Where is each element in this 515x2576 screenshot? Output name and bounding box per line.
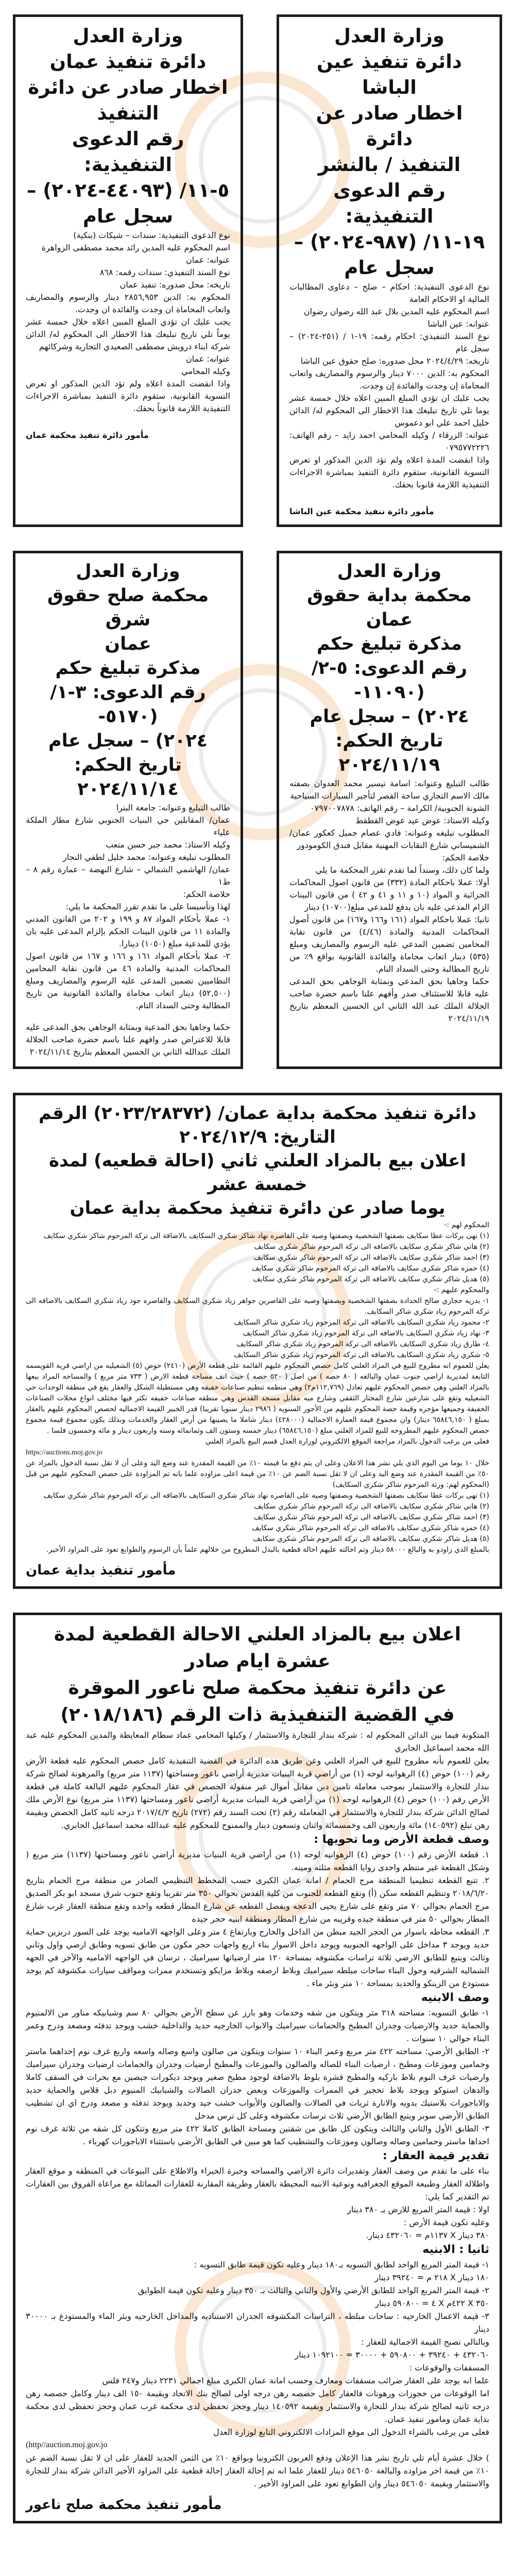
notice-paragraph: تاريخه: محل صدوره: تنفيذ عمان: [119, 280, 230, 290]
notice-paragraph: المسقفات والوقوعات :: [409, 2363, 489, 2372]
notice-paragraph: وعليه تكون قيمة الأرض :: [404, 2217, 489, 2227]
notice-paragraph: تقدير قيمة العقار :: [383, 2149, 489, 2162]
notice-paragraph: ٢- قيمة المتر المربع الواحد للطابق الأرضي والأول والثاني والثالث بـ ٣٥٠ دينار وعليه تكون قيمة الطوابق: [138, 2285, 489, 2295]
notice-bidaya-amman-judgment: [277, 551, 502, 1069]
notice-amman-execution: [13, 14, 243, 527]
notice-signature: مأمور دائرة تنفيذ محكمة عمان: [26, 430, 149, 440]
notice-paragraph: ٢. تتبع القطعة تنظيميا المنطقة مرج الحمام / امانة عمان الكبرى حسب المخطط التنظيمي الصادر من منطقة مرج الحمام بتاريخ ٢٠١٨/٦/٢٠ وتنظيم القطعه سكن (أ) وتقع القطعه للجنوب من كلية القدس بحوالي ٣٥٠ متر تقريبا وتقع جنوب شرق مسجد ابو بكر الصديق مرج الحمام بحوالي ٧٠ متر وتقع على شارع يحيى الدعجه ويفصل القطعه عن شارع المطار قطعه واحده وتقع منطقة العقار غرب شارع المطار بحوالي ٥٠ متر في منطقة جيده وقريبه من شارع المطار ومنطقة ابنيه حجر جيده: [26, 1875, 489, 1924]
notice-paragraph: نوع الدعوى التنفيذية: احكام – صلح – دعاوى المطالبات المالية او الاحكام العامة: [289, 282, 489, 304]
notice-solh-east-amman-judgment: [13, 551, 243, 1069]
notice-title: وزارة العدل: [334, 25, 444, 47]
row-judgment-notices: [13, 551, 502, 1069]
notice-heading-line: اخطار صادر عن دائرة: [316, 102, 463, 150]
notice-heading-line: في القضية التنفيذية ذات الرقم (٢٠١٨/١٨٦): [60, 1704, 455, 1725]
notice-signature: مأمور تنفيذ بداية عمان: [26, 1563, 176, 1578]
notice-paragraph: بالمبلغ الذي زاودو به والبالغ ٥٨٠٠٠ دينار وتم احالته عليهم احالة قطعية بالبدل المطروح من خلالهم علماً بأن الرسوم والطوابع تعود على المزاود الأخير.: [46, 1546, 489, 1554]
notice-paragraph: طالب التبليغ وعنوانه: جامعة البترا: [116, 803, 230, 812]
notice-paragraph: ٣. القطعه محاطه باسوار من الحجر الجيد مبطن من الداخل والخارج وبارتفاع ٤ متر وعلى الواجهه الاماميه يوجد على السور دربزين حماية حديد ويوجد ٣ مداخل على الواجهه الجنوبيه ويوجد داخل الاسوار بناء اربع واجهات حجر مكون من طابق تسويه وطابق ارضي واول وثاني وثالث ويتبع للطابق الارضي ثلاثة تراسات مكشوفه بمساحة ١٢٠ متر ارضياتها سيراميك ، ترسان في الواجهه الاماميه والآخر في الجهه الشماليه الشرقيه وحول البناء ساحات مبلطه سيراميك وبلاط ارصفه وبلاط مزايكو وتستخدم ممرات ومواقف سيارات مكشوفة كم يوجد مستودع من الزينكو والحديد بمساحة ١٠ متر وبئر ماء .: [26, 1927, 490, 1988]
notice-paragraph: (٢) هاني شاكر شكري سكايف بالاضافه الى تركة المرحوم شاكر شكري سكايف: [254, 1502, 489, 1511]
notice-heading-line: محكمة بداية حقوق عمان: [307, 585, 472, 630]
notice-paragraph: (١) نهى بركات عطا سكايف بصفتها الشخصية وبصفتها وصيه على القاصره نهاد شاكر شكري السكايف بالاضافه الى تركة المرحوم شاكر شكري سكايف: [43, 1492, 489, 1500]
notice-paragraph: ١٨٠ دينار X ٢١٨ م = ٣٩٢٤٠ دينار: [374, 2273, 489, 2282]
notice-heading-line: ٥-١١/ (٤٤٠٩٣-٢٠٢٤) –: [26, 179, 230, 201]
notice-paragraph: نوع الدعوى التنفيذية: سندات – شيكات (بنكية): [73, 230, 230, 240]
notice-paragraph: ٢- عملا بأحكام المواد ١٦١ و ١٦٦ و ١٦٧ من قانون اصول المحاكمات المدنية والمادة ٤٦ من قانون نقابة المحامين النظاميين تضمين المدعى عليه الرسوم والمصاريف ومبلغ (٥٢,٥٠٠) دينار اتعاب محاماة والفائدة القانونية من تاريخ المطالبة وحتى السداد التام.: [26, 951, 231, 1010]
notice-heading-line: رقم الدعوى التنفيذية:: [72, 128, 184, 176]
notice-paragraph: حكما وجاهيا بحق المدعية وبمثابة الوجاهي بحق المدعى عليه قابلا للاعتراض صدر وافهم علنا باسم حضرة صاحب الجلالة الملك عبدالله الثاني بن الحسين المعظم بتاريخ ٢٠٢٤/١١/١٤: [26, 1022, 230, 1057]
notice-signature: مأمور تنفيذ محكمة صلح ناعور: [26, 2497, 222, 2513]
notice-paragraph: بناء على ما تقدم من وصف العقار وتقديرات دائرة الاراضي والمساحه وخبرة الخبراء والاطلاع على البيوعات في المنطقه و موقع العقار واطلالة العقار وطبيعة الموقع الجغرافيه ونوعية الابنيه المحيطة بالعقار وطريقة المقارنة للعقارات المماثلة مع مراعاة الفروق بين العقارات تم التقدير كما يلي:: [26, 2166, 489, 2201]
notice-paragraph: ٢- الطابق الأرضي: مساحته ٤٢٢ متر مربع وعمر البناء ١٠ سنوات ويتكون من صالون واسع وصاله واسعه واربع غرف نوم إحداهما ماستر وحمامين وموزعات ومطبخ ، ارضيات البناء للصاله والصالون والموزعات والمطبخ أرضيات وجدران والحمامات ارضيات وجدران سيراميك وارضيات غرف النوم بلاط باركيه والمطبخ قشرة بلوط بالاضافة لوجود مطبخ صغير ويوجد ديكورات جبصين مع بحرات في السقف كاملا والدهان استوكو ويوجد بلاط تحجير في الممرات والموزعات وبعض جدران الصالات والشبابيك المنيوم دبل قلاس والحماية حديد والاباجورات بلاستيك يدويه والانارة ثريات في الصالات والصالون والأبواب خشب جيد وحديد ويوجد تدفئه و مصعد ودرج اي ان تشطيب الطابق الأرضي سوبر ويتبع الطابق الأرضي ثلاث ترسات مكشوفه وعلى كل ترس مدخل: [26, 2046, 490, 2121]
notice-paragraph: تاريخه: ٢٠٢٤/٤/٢٩ محل صدوره: صلح حقوق عين الباشا: [300, 356, 489, 366]
notice-title: اعلان بيع بالمزاد العلني الاحالة القطعية لمدة عشرة ايام صادر: [54, 1624, 461, 1672]
notice-paragraph: ١- عملا بأحكام المواد ٨٧ و ١٩٩ و ٢٠٢ من القانون المدني والمادة ١١ من قانون البينات الحكم بإلزام المدعى عليه بان يؤدي للمدعية مبلغ (١٠٥٠) دينارا.: [26, 914, 231, 948]
notice-heading-line: ٢٠٢٤) – سجل عام: [48, 731, 208, 751]
notice-paragraph: (١) نهى بركات عطا سكايف بصفتها الشخصية وبصفتها وصيه على القاصره نهاد شاكر شكري السكايف بالاضافة الى تركة المرحوم شاكر شكري سكايف: [43, 1232, 489, 1240]
notice-paragraph: فعلى من يرغب بالشراء الدخول الى موقع المزادات الالكتروني التابع لوزارة العدل: [213, 2427, 489, 2437]
notice-heading-line: رقم الدعوى التنفيذية:: [333, 179, 445, 227]
notice-paragraph: (٣) احمد شاكر شكري سكايف بالاضافه الى تركة المرحوم شاكر شكري سكايف: [253, 1253, 489, 1262]
notice-paragraph: عنوانه: عمان: [185, 354, 230, 364]
notice-heading-line: سجل عام: [344, 257, 435, 279]
notice-paragraph: ٤٣٢٠٦٠ + ٣٩٢٤٠ + ٥٩٠٨٠٠ + ٣٠٠٠٠ = ١٠٩٢١٠٠ دينار: [295, 2350, 489, 2360]
notice-paragraph: اما الوقوعات من حجوزات ورهونات فالعقار كامل حصصه رهن درجه اولى لصالح بنك الاتحاد وبقيمة ١٥٠ الف دينار وكامل حصصه رهن درجه ثانيه لصالح شركة بندار للتجارة والاستثمار وبقيمة ١٤٠٥٩٢ دينار وحجز تحفظي لدى محكمة غرب عمان وحجز تحفظي لدى محكمة بداية عمان ومامور تنفيذ عمان.: [26, 2388, 490, 2424]
notice-paragraph: علما انه يوجد على العقار ضرائب مسقفات ومعارف وحسب امانة عمان الكبرى مبلغ اجمالي ٢٢٣١ دينار و٢٤٧ فلس: [102, 2376, 489, 2385]
notice-paragraph: خلاصة الحكم:: [442, 853, 489, 862]
notice-paragraph: وكيله الاستاذ: عوض عيد عوض القطقط: [355, 816, 489, 825]
notice-heading-line: اعلان بيع بالمزاد العلني ثاني (احالة قطعيه) لمدة خمسة عشر: [49, 1150, 466, 1195]
notice-paragraph: المحكوم لهم :-: [444, 1221, 489, 1229]
notice-heading-line: رقم الدعوى: ٣-١/ (٥١٧٠-: [50, 682, 206, 727]
notice-paragraph: (٥) هديل شاكر شكري سكايف بالاضافه الى تركة المرحوم شاكر شكري سكايف: [253, 1535, 489, 1543]
notice-paragraph: ٣- نهاد زياد شكري السكايف بالاضافه الى تركة المرحوم زياد شكري شاكر السكايف: [243, 1329, 489, 1337]
notice-paragraph: نوع السند التنفيذي: سندات رقمه: ٨٦٨: [99, 267, 230, 277]
auction-website-link[interactable]: https://auctions.moj.gov.jo: [26, 1449, 102, 1456]
notice-paragraph: اسم المحكوم عليه المدين بلال عبد الله رضوان رضوان: [303, 307, 489, 316]
notice-title: وزارة العدل: [337, 561, 442, 582]
notice-paragraph: عنوانه: عين الباشا: [427, 319, 489, 329]
notice-paragraph: ٣- الطابق الأول والثاني والثالث ويتكون كل طابق من شقتين ومساحة الطابق كاملا ٤٢٢ متر مربع وتتكون كل شقه من ثلاثة غرف نوم احداها ماستر وحمامين وصاله وصالون وموزعات والتشطيب كما هو مبين في الطابق الأرضي باستثناء الاباجورات كهرباء .: [26, 2124, 490, 2146]
notice-paragraph: اسم المحكوم عليه المدين رائد محمد مصطفى الزواهرة: [41, 243, 230, 252]
notice-heading-line: التاريخ: ٢٠٢٤/١٢/٩: [179, 1127, 336, 1147]
auction-website-link[interactable]: (http//auction.moj.gov.jo: [26, 2441, 108, 2449]
row-execution-notices: [13, 14, 502, 527]
notice-heading-line: تاريخ الحكم: ٢٠٢٤/١١/١٤: [74, 755, 182, 800]
notice-heading-line: ١٩-١١/ (٩٨٧-٢٠٢٤) –: [294, 231, 485, 253]
notice-paragraph: خلاصة الحكم:: [183, 889, 230, 899]
notice-paragraph: وصف قطعة الأرض وما تحويها :: [314, 1833, 489, 1846]
notice-paragraph: وبالتالي تصبح القيمة الاجمالية للعقار :: [361, 2337, 489, 2347]
notice-paragraph: ثانيا : الابنيه: [422, 2243, 489, 2256]
notice-paragraph: (٢) هاني شاكر شكري سكايف بالاضافه الى تركة المرحوم شاكر شكري سكايف: [254, 1243, 489, 1251]
notice-paragraph: ٢- محمود زياد شكري السكايف بالاضافه الى تركة المرحوم زياد شكري شاكر السكايف: [234, 1318, 489, 1327]
notice-heading-line: سجل عام: [82, 205, 174, 227]
notice-paragraph: وصف الابنيه: [421, 1991, 489, 2004]
notice-paragraph: أولا: عملا باحكام المادة (٣٣٢) من قانون اصول المحاكمات الجزائية و المواد (١٠ و ١١ و ٤١ و ٤٢ ) من قانون البينات الزام المدعي عليه بان يدفع للمدعي مبلغ(١٠٧٠٠) دينار: [289, 877, 490, 912]
notice-heading-line: ٢٠٢٤) – سجل عام: [310, 706, 469, 727]
notice-paragraph: ثانيا: عملا باحكام المواد (١٦١ و١٦٦ و١٦٧) من قانون أصول المحاكمات المدنية والمادة (٤/٤٦) من قانون نقابة المحامين تضمين المدعي عليه الرسوم والمصاريف ومبلغ (٥٣٥) دينار اتعاب محاماة والفائدة القانونية بواقع ٩٪ من تاريخ المطالبة وحتى السداد التام.: [289, 914, 490, 974]
notice-heading-line: التنفيذ / بالنشر: [318, 154, 461, 176]
row-auction-naour: [13, 1613, 502, 2523]
notice-signature: مأمور دائرة تنفيذ محكمة عين الباشا: [289, 506, 434, 516]
notice-heading-line: عن دائرة تنفيذ محكمة صلح ناعور الموقرة: [68, 1677, 447, 1699]
notice-paragraph: طالب التبليغ وعنوانه: اسامة تيسير محمد العدوان بصفته مالك الاسم التجاري ساحة القصر لتأجير السيارات السياحية: [289, 778, 489, 801]
notice-paragraph: ١- قيمة المتر المربع الواحد لطابق التسويه بـ١٨٠ دينار وعليه تكون قيمة طابق التسويه :: [194, 2260, 489, 2269]
notice-paragraph: ١- طابق التسويه: مساحته ٢١٨ متر ويتكون من شقه وخدمات وهو بارز عن سطح الأرض بحوالي ٨٠ سم وشبابيكه مناور من الالمنيوم والحماية حديد والارضيات وجدران المطبخ والحمامات سيراميك والابواب الخارجيه حديد والداخلية خشب ويوجد تدفئه ومصعد ودرج وعمر البناء حوالي ١٠ سنوات .: [26, 2008, 490, 2043]
notice-paragraph: المحكوم به: الدين ٧٠٠٠ دينار والرسوم والمصاريف واتعاب المحاماة إن وجدت والفائدة إن وجدت.: [289, 368, 489, 391]
notice-paragraph: يجب عليك ان تؤدي المبلغ المبين اعلاه خلال خمسة عشر يوما تلي تاريخ تبليغك هذا الاخطار الى المحكوم له/ الدائن خليل احمد علي ابو دعموس: [289, 393, 489, 428]
notice-ain-basha-execution: [277, 14, 502, 527]
notice-auction-bidaya-amman: [13, 1093, 502, 1589]
notice-heading-line: يوما صادر عن دائرة تنفيذ محكمة بداية عمان: [70, 1198, 445, 1218]
notice-heading-line: دائرة تنفيذ عمان: [49, 50, 207, 73]
notice-heading-line: عمان: [105, 634, 151, 654]
notice-paragraph: (٤) حمزه شاكر شكري سكايف بالاضافه الى تركة المرحوم شاكر شكري سكايف: [251, 1524, 489, 1532]
notice-heading-line: محكمة صلح حقوق شرق: [47, 585, 209, 630]
notice-heading-line: مذكرة تبليغ حكم: [317, 634, 462, 654]
notice-paragraph: عمان/ المقابلين حي البنيات الجنوبي شارع مطار الملكة علياء: [26, 815, 230, 837]
notice-paragraph: ٥- شكري زياد شكري السكايف بالاضافه الى تركة المرحوم زياد شكري شاكر السكايف: [234, 1351, 489, 1359]
notice-paragraph: عنوانه: عمان: [185, 255, 230, 265]
notice-paragraph: ٣٨٠ دينار X ١١٣٧م = ٤٣٢٠٦٠ دينار.: [366, 2230, 489, 2240]
notice-paragraph: ولما كان ذلك، وسنداً لما تقدم تقرر المحكمة ما يلي: [315, 865, 489, 875]
notice-paragraph: (٤) حمزه شاكر شكري سكايف بالاضافه الى تركة المرحوم شاكر شكري سكايف: [251, 1264, 489, 1273]
notice-paragraph: (٥) هديل شاكر شكري سكايف بالاضافه الى تركة المرحوم شاكر شكري سكايف: [253, 1275, 489, 1283]
notice-title: دائرة تنفيذ محكمة بداية عمان/ (٢٠٢٣/٢٨٣٧٢) الرقم: [39, 1103, 476, 1124]
notice-paragraph: عمان/ الهاشمي الشمالي – شارع النهضة – عمارة رقم ٨ – ط١: [26, 865, 230, 887]
notice-paragraph: يعلن للعموم انه مطروح للبيع في المزاد العلني كامل حصص المحكوم عليهم القائمة على قطعة الأرض (٢٤١٠) حوض (٥) الشعيليه من اراضي قرية القويسمه التابعة لمديرية اراضي جنوب عمان والبالغه ( ٨٠ حصه ) من اصل ( ٥٢٠ حصه ) حيث انف مساحة قطعة الارض ( ٧٣٣ متر مربع ) والمساحه المراد بيعها بالمزاد العلني وهي حصص المحكوم عليهم تعادل (١١٢,٧٦٩م٢) وهي منطمه تنظيم صناعات خفيفه وهي مستطيلة الشكل والعقار يقع في منطقة الوحدات حي الشعيليه وتقع على شارعين شارع المختار الثقفي وشارع ميه مقابل مسجد القدس وهي منطقه صناعات خفيفه تكثر فيها مختلف انواع محلات الصناعات الخفيفة وجميعها مؤجره وقيمة حصة المحكوم عليهم من الأجور السنويه ( ٢٩٨٦ دينار سنويا تقريبا) قدر الخبير القيمة الاجماليه لحصص المحكوم عليهم بالعقار بمبلغ ( ٦٥٨٤٦,١٥٠ دينار) وان مجموع قيمة العمارة الاجمالية (٤٢٨٠٠٠) دينار شاملا ما يصيبها من أرض العقار والخدمات وبذلك يكون مجموع قيمة مجموع حصص المحكوم عليهم المطروحه للبيع للمزاد العلني مبلغ (٦٥٨٤٦,١٥٠) دينار خمسه وستون الف وثمانمائه وسته واربعون دينار و مائه وخمسون فلسا .: [26, 1362, 490, 1435]
notice-paragraph: المحكوم به: الدين ٢٨٥٦,٩٥٣ دينار والرسوم والمصاريف واتعاب المحاماة ان وجدت والفائدة ان وجدت.: [26, 292, 230, 314]
notice-paragraph: اولا : قيمة المتر المربع للارض بـ ٣٨٠ دينار: [347, 2205, 489, 2214]
notice-paragraph: المتكونة فيما بين الدائن المحكوم له : شركة بندار للتجارة والاستثمار / وكيلها المحامي عماد سطام المعايطة والمدين المحكوم عليه عبد الله محمد اسماعيل الجابري: [26, 1730, 489, 1753]
notice-paragraph: ) خلال عشرة أيام تلي تاريخ نشر هذا الإعلان ودفع العربون الكترونيا وبواقع ١٠٪ من الثمن الجديد للعقار على ان لا تقل نسبة الضم عن ١٠٪ من قيمة اخر مزاوده والبالغة ٥٤٦٠٥٠ دينار للعقار علما انه تم إحالة العقار إحالة قطعية على المزاود الأخير الدائن شركة بندار للتجارة والاستثمار وبقيمة ٥٤٦٠٥٠ دينار وان الطوابع تعود على المزاود الأخير .: [26, 2453, 490, 2488]
notice-paragraph: عنوانه: الزرقاء / وكيله المحامي احمد زايد – رقم الهاتف: ٠٧٩٥٧٧٢٢٢٦: [289, 430, 489, 452]
notice-paragraph: ٣- قيمة الاعمال الخارجيه : ساحات مبلطه ، التراسات المكشوفه الجدران الاستناديه والمداخل الخارجيه وبئر الماء والمستودع بـ ٣٠٠٠٠ دينار: [26, 2311, 489, 2334]
notice-heading-line: دائرة تنفيذ عين الباشا: [317, 50, 462, 98]
notice-paragraph: واذا انقضت المدة اعلاه ولم تؤد الدين المذكور او تعرض التسوية القانونية، ستقوم دائرة التنفيذ بمباشرة الاجراءات التنفيذية اللازمة قانونا بحقك.: [289, 455, 489, 489]
notice-heading-line: التنفيذ: [97, 102, 159, 124]
notice-paragraph: خلال ١٠ يوما من اليوم الذي يلي نشر هذا الاعلان وعلى ان يتم دفع ما قيمته ١٠٪ من القيمة المقدرة عند وضع اليد وعلى أن لا تقل نسبة الدخول بالمزاد عن ٥٠٪ من القيمة المقدرة عند وضع اليد وعلى ان لا تقل نسبة الضم عن ١٠٪ من قيمة اعلى مزاوده علما بانه تم المزاودة على حصص المحكوم عليهم من قبل (المحكوم لهم: ورثة المرحوم شاكر شكري السكايف): [26, 1459, 489, 1489]
notice-auction-naour: [13, 1613, 502, 2523]
notice-paragraph: ٤- طارق زياد شكري السكايف بالاضافه الى تركة المرحوم زياد شكري شاكر السكايف: [236, 1340, 489, 1348]
notice-paragraph: الشونة الجنوبية/ الكرامة – رقم الهاتف: ٠٧٩٧٠٠٧٨٧٨: [310, 803, 489, 813]
notice-paragraph: ١- بدريه حجازي صالح الحدادة بصفتها الشخصية وبصفتها وصيه على القاصرين جواهر زياد شكري السكايف والقاصره جود زياد شكري السكايف بالاضافه الى تركة المرحوم زياد شكري شاكر السكايف.: [26, 1297, 489, 1316]
notice-paragraph: وكيله الاستاذ: محمد جبر حسن متعب: [106, 840, 230, 850]
notice-paragraph: حكما وجاهيا بحق المدعي وبمثابة الوجاهي بحق المدعى عليه قابلا للاستئناف صدر وأفهم علنا باسم حضرة صاحب الجلالة الملك عبد الله الثاني ابن الحسين المعظم بتاريخ ٢٠٢٤/١١/١٩: [289, 976, 489, 1023]
notice-paragraph: ٣٥٠ X ٤٢٢م X ٤ = ٥٩٠٨٠٠ دينار: [375, 2298, 489, 2308]
notice-heading-line: رقم الدعوى: ٥-٢/ (١١٠٩٠-: [311, 658, 468, 703]
notice-title: وزارة العدل: [73, 25, 183, 47]
notice-paragraph: فعلى من يرغب الدخول بالمزاد مراجعة الموقع الالكتروني لوزارة العدل قسم البيع بالمزاد العلني: [205, 1437, 489, 1446]
row-auction-bidaya: [13, 1093, 502, 1589]
notice-paragraph: (٣) احمد شاكر شكري سكايف بالاضافه الى تركة المرحوم شاكر شكري سكايف: [253, 1513, 489, 1521]
notice-paragraph: واذا انقضت المدة اعلاه ولم تؤد الدين المذكور او تعرض التسوية القانونية، ستقوم دائرة التنفيذ بمباشرة الاجراءات التنفيذية اللازمة قانوناً بحقك.: [26, 379, 230, 413]
notice-paragraph: المطلوب تبليغه وعنوانه: فادي عصام جميل كعكور عمان/ الشميساني شارع النقابات المهنية مقابل فندق الكومودور: [289, 828, 489, 850]
notice-title: وزارة العدل: [76, 561, 180, 582]
notice-paragraph: ١. قطعة الأرض رقم (١٠٠) حوض (٤) الرهوانيه لوحه (١) من أراضي قرية البنيات مديرية أراضي ناعور ومساحتها (١١٣٧) متر مربع ( وشكل القطعة غير منتظم واحدى زوايا القطعه مثلثه وميته.: [26, 1850, 490, 1872]
notice-heading-line: مذكرة تبليغ حكم: [55, 658, 201, 679]
notice-paragraph: يعلن للعموم بأنه مطروح للبيع في المزاد العلني وعن طريق هذه الدائرة في القضية التنفيذية كامل حصص المحكوم عليه قطعة الأرض رقم (١٠٠) حوض (٤) الرهوانيه لوحه (١) من أراضي قرية البنيات مديرية أراضي ناعور ومساحتها (١١٣٧ متر مربع) والمرهونة لصالح شركة بندار للتجارة والاستثمار بموجب معاملة تامين دين مقابل أموال غير منقولة الحصص في عقار المحكوم عليهم البالغة كاملة في قطعة الأرض رقم (١٠٠) حوض (٤) الرهوانيه لوحه (١) من أراضي قرية البنيات مديرية أراضي ناعور ومساحتها (١١٣٧ متر مربع) نوع الأرض ملك لصالح الدائن شركة بندار للتجارة والاستثمار في المعاملة رقم (٢) تحت السند رقم (٢٧٢) تاريخ ٢٠١٧/٤/٢ درجه ثانيه كامل الحصص وبقيمة رهن تبلغ (١٤٠٥٩٢) مائة واربعون الف وخمسمائة واثنان وتسعون دينار والممنوح للمحكوم عليه عبدالله محمد اسماعيل الجابري.: [26, 1756, 490, 1830]
notice-paragraph: وكيله المحامي: [181, 366, 230, 376]
notice-paragraph: لهذا وتأسيسا على ما تقدم تقرر المحكمة ما يلي:: [65, 902, 230, 911]
notice-heading-line: اخطار صادر عن دائرة: [28, 76, 228, 98]
notice-paragraph: والمحكوم عليهم :-: [434, 1286, 489, 1294]
notice-paragraph: المطلوب تبليغه وعنوانه: محمد خليل لطفي النجار: [63, 852, 230, 862]
notice-paragraph: يجب عليك ان تؤدي المبلغ المبين اعلاه خلال خمسة عشر يوماً تلي تاريخ تبليغك هذا الاخطار الى المحكوم له/ الدائن شركة ابناء درويش مصطفى الصعيدي التجارية وشركائهم: [26, 317, 230, 351]
notice-paragraph: نوع السند التنفيذي: احكام رقمه: ١٩-١ / (٢٥١-٢٠٢٤) – سجل عام: [289, 331, 489, 353]
notice-heading-line: تاريخ الحكم: ٢٠٢٤/١١/١٩: [335, 731, 443, 775]
